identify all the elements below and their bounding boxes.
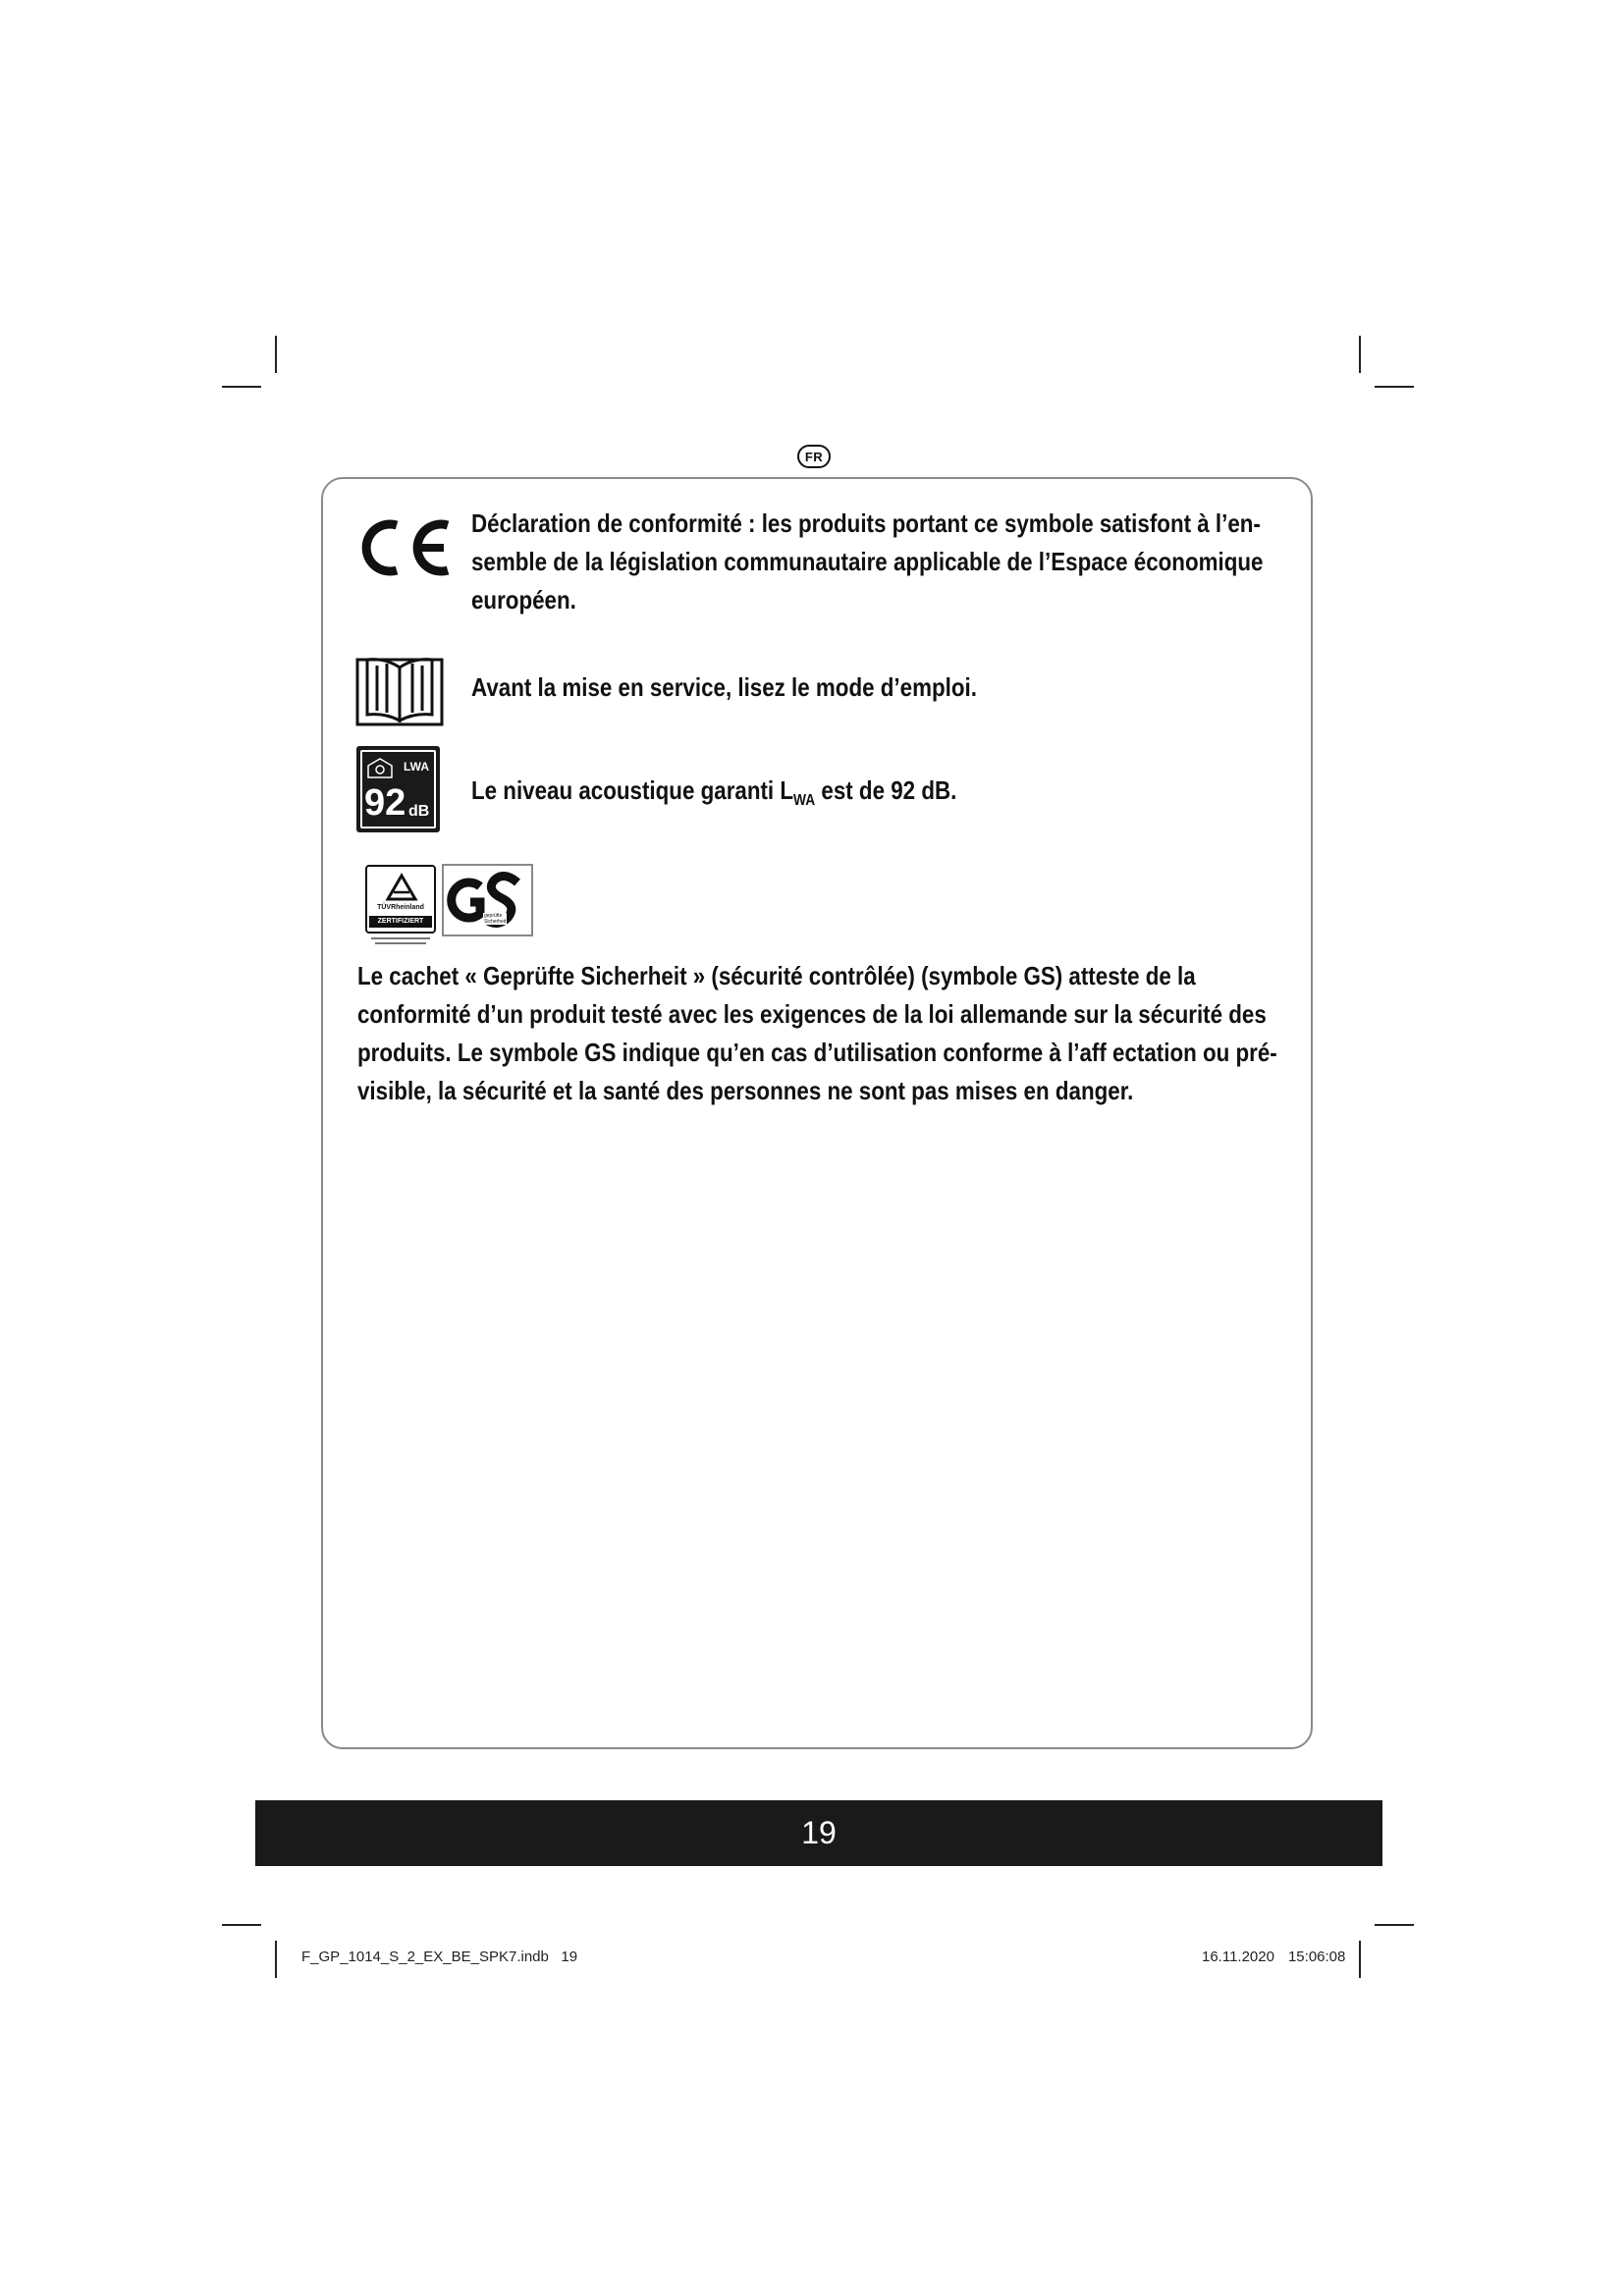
ce-declaration-text: Déclaration de conformité : les produits portant ce symbole satisfont à l’en- semble de la législation communautaire applicable de l’Espace économique européen. <box>471 508 1264 614</box>
tuv-cert-label: ZERTIFIZIERT <box>369 916 432 928</box>
slug-date: 16.11.2020 <box>1202 1949 1274 1965</box>
crop-mark <box>275 1941 277 1978</box>
open-book-icon <box>355 650 444 728</box>
slug-timestamp <box>1202 1949 1345 1965</box>
gs-caption: geprüfte Sicherheit <box>484 913 507 925</box>
sound-level-text: Le niveau acoustique garanti $L_{WA}$ est de 92 dB. <box>471 775 957 809</box>
tuv-triangle-icon <box>385 873 418 902</box>
lwa-unit: dB <box>408 803 430 820</box>
lwa-value: 92 <box>364 782 406 824</box>
gs-mark-icon <box>442 864 533 936</box>
crop-mark <box>222 1924 261 1926</box>
crop-mark <box>1375 386 1414 388</box>
crop-mark <box>1359 1941 1361 1978</box>
page-number: 19 <box>801 1815 837 1850</box>
tuv-brand: TÜVRheinland <box>377 904 424 911</box>
speaker-icon <box>365 756 395 781</box>
crop-mark <box>1375 1924 1414 1926</box>
crop-mark <box>275 336 277 373</box>
gs-description-text: Le cachet « Geprüfte Sicherheit » (sécurité contrôlée) (symbole GS) atteste de la conformité d’un produit testé avec les exigences de la loi allemande sur la sécurité des produits. Le symbole GS indique qu’en cas d’utilisation conforme à l’aff ectation ou pré- visible, la sécurité et la santé des personnes ne sont pas mises en danger. <box>357 961 1277 1105</box>
slug-time: 15:06:08 <box>1287 1949 1346 1965</box>
ce-mark-icon <box>353 517 452 578</box>
crop-mark <box>1359 336 1361 373</box>
lwa-label: LWA <box>404 760 429 774</box>
sound-power-label-icon <box>356 746 440 832</box>
crop-mark <box>222 386 261 388</box>
manual-instruction-text: Avant la mise en service, lisez le mode d’emploi. <box>471 672 977 702</box>
language-badge: FR <box>797 445 831 468</box>
tuv-caption <box>371 935 430 945</box>
slug-filename: F_GP_1014_S_2_EX_BE_SPK7.indb 19 <box>301 1949 578 1965</box>
page-footer-bar <box>255 1800 1382 1866</box>
tuv-certified-icon <box>365 865 436 934</box>
